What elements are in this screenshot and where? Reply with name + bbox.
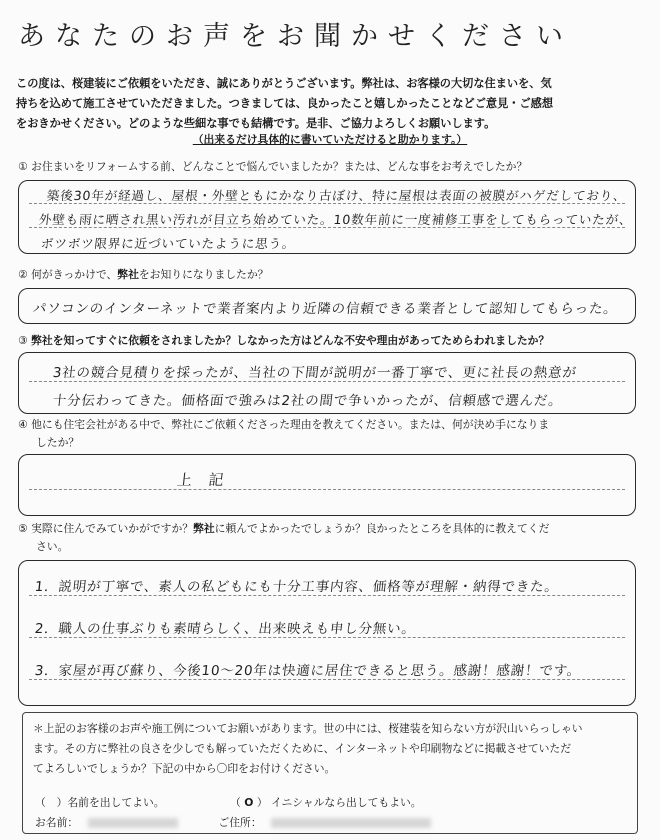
- address-field: [218, 816, 431, 829]
- question-number: ④: [18, 418, 28, 431]
- consent-text: てよろしいでしょうか？下記の中から〇印をお付けください。: [33, 762, 336, 775]
- signature-row: [35, 813, 431, 833]
- option-label: イニシャルなら出してもよい。: [271, 796, 422, 809]
- answer-box-4: [18, 454, 636, 516]
- intro-paragraph: [16, 74, 646, 134]
- question-number: ⑤: [18, 522, 28, 535]
- handwritten-answer: 1．説明が丁寧で、素人の私どもにも十分工事内容、価格等が理解・納得できた。: [33, 579, 560, 595]
- consent-text: ます。その方に弊社の良さを少しでも解っていただくために、インターネットや印刷物などに掲載させていただ: [33, 742, 572, 755]
- question-1: [18, 158, 642, 176]
- question-text-bold: 弊社: [193, 522, 215, 535]
- consent-text: ＊上記のお客様のお声や施工例についてお願いがあります。世の中には、桜建装を知らない方が沢山いらっしゃい: [33, 722, 583, 735]
- intro-line: をおきかせください。どのような些細な事でも結構です。是非、ご協力よろしくお願いします。: [16, 117, 496, 130]
- address-label: ご住所：: [218, 816, 262, 829]
- question-number: ③: [18, 334, 28, 347]
- circle-mark: O: [244, 796, 254, 809]
- question-text: をお知りになりましたか？: [138, 268, 269, 281]
- intro-line: この度は、桜建装にご依頼をいただき、誠にありがとうございます。弊社は、お客様の大切な住まいを、気: [16, 77, 552, 90]
- handwritten-answer: 外壁も雨に晒され黒い汚れが目立ち始めていた。10数年前に一度補修工事をしてもらっていたが、: [38, 212, 634, 227]
- question-2: [18, 266, 642, 284]
- answer-box-3: [18, 352, 636, 414]
- handwritten-answer: 十分伝わってきた。価格面で強みは2社の間で争いかったが、信頼感で選んだ。: [51, 393, 564, 409]
- name-field: [35, 813, 215, 833]
- question-text: に頼んでよかったでしょうか？良かったところを具体的に教えてくだ: [214, 522, 550, 535]
- redacted-name: [88, 818, 178, 828]
- question-4: [18, 416, 642, 452]
- handwritten-answer: 2．職人の仕事ぶりも素晴らしく、出来映えも申し分無い。: [33, 621, 417, 637]
- page-title: あなたのお声をお聞かせください: [18, 21, 573, 52]
- question-number: ②: [18, 268, 28, 281]
- question-number: ①: [18, 160, 28, 173]
- consent-options: [35, 793, 484, 813]
- question-text: お住まいをリフォームする前、どんなことで悩んでいましたか？または、どんな事をお考えでしたか？: [31, 160, 528, 173]
- handwritten-answer: 上 記: [176, 471, 226, 489]
- option-paren: （: [230, 796, 241, 809]
- option-full-name[interactable]: （ ）名前を出してよい。: [35, 796, 165, 809]
- question-5: [18, 520, 642, 556]
- redacted-address: [271, 818, 431, 828]
- publication-consent-box: [22, 712, 638, 834]
- answer-rule: [29, 637, 625, 638]
- handwritten-answer: 3社の競合見積りを採ったが、当社の下間が説明が一番丁寧で、更に社長の熱意が: [51, 365, 578, 381]
- answer-rule: [29, 381, 625, 382]
- option-initials[interactable]: [230, 793, 422, 813]
- answer-box-5: [18, 560, 636, 706]
- handwritten-answer: 3．家屋が再び蘇り、今後10～20年は快適に居住できると思う。感謝！感謝！です。: [33, 663, 583, 679]
- answer-rule: [29, 489, 625, 490]
- intro-note: （出来るだけ具体的に書いていただけると助かります。）: [192, 133, 468, 146]
- question-text-cont: したか？: [36, 436, 80, 449]
- answer-box-2: [18, 288, 636, 324]
- option-paren: ）: [256, 796, 268, 809]
- question-text: 弊社を知ってすぐに依頼をされましたか？しなかった方はどんな不安や理由があってためらわれましたか？: [31, 334, 550, 347]
- answer-rule: [29, 679, 625, 680]
- question-text-bold: 弊社: [117, 268, 139, 281]
- handwritten-answer: 築後30年が経過し、屋根・外壁ともにかなり古ぼけ、特に屋根は表面の被膜がハゲだしており、: [46, 188, 628, 203]
- question-3: [18, 332, 642, 350]
- answer-rule: [29, 595, 625, 596]
- name-label: お名前：: [35, 816, 79, 829]
- question-text: 実際に住んでみていかがですか？: [31, 522, 194, 535]
- intro-line: 持ちを込めて施工させていただきました。つきましては、良かったこと嬉しかったことなどご意見・ご感想: [16, 97, 554, 110]
- handwritten-answer: パソコンのインターネットで業者案内より近隣の信頼できる業者として認知してもらった。: [31, 301, 619, 317]
- handwritten-answer: ボツボツ限界に近づいていたように思う。: [40, 236, 297, 251]
- answer-box-1: [18, 180, 636, 254]
- question-text-cont: さい。: [36, 540, 69, 553]
- question-text: 何がきっかけで、: [31, 268, 118, 281]
- question-text: 他にも住宅会社がある中で、弊社にご依頼くださった理由を教えてください。または、何が決め手になりま: [31, 418, 550, 431]
